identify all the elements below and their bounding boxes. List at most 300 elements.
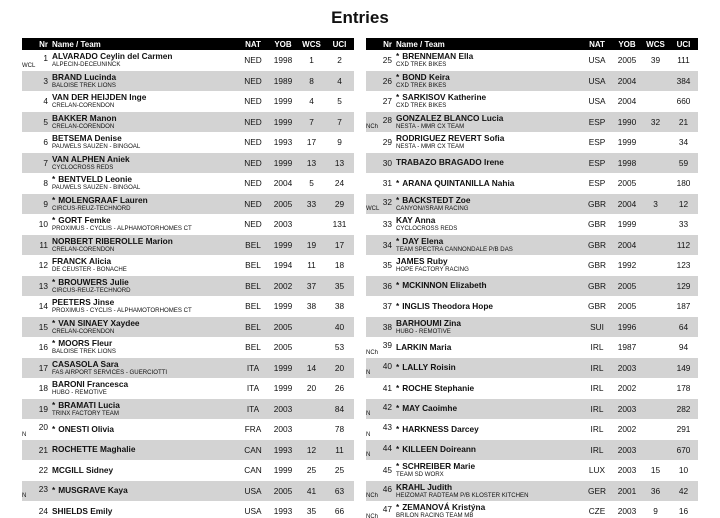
rider-uci: 131: [332, 219, 347, 230]
rider-name-line: [396, 237, 580, 246]
rider-name-cell: [50, 235, 238, 256]
table-row: [22, 173, 354, 194]
rider-nat: IRL: [590, 424, 604, 435]
rider-wcs: [642, 132, 669, 153]
table-row: [22, 235, 354, 256]
rider-yob: 2003: [617, 403, 637, 414]
rider-number: 6: [43, 137, 48, 148]
rider-name-cell: [50, 501, 238, 518]
rider-nat: BEL: [245, 239, 261, 250]
entries-table-right: [366, 38, 698, 518]
rider-nat: USA: [588, 96, 606, 107]
table-row: [366, 276, 698, 297]
u23-star-icon: *: [396, 362, 400, 373]
rider-name-line: [52, 401, 236, 410]
rider-number-cell: [22, 276, 50, 297]
rider-number-cell: [366, 194, 394, 215]
rider-name: PEETERS Jinse: [52, 297, 115, 308]
rider-number: 17: [38, 362, 48, 373]
rider-number-cell: [22, 50, 50, 71]
rider-name-cell: [50, 296, 238, 317]
rider-name-line: [52, 466, 236, 475]
rider-wcs: [642, 296, 669, 317]
rider-number: 3: [43, 75, 48, 86]
rider-name: KRAHL Judith: [396, 481, 453, 492]
rider-number-cell: [22, 440, 50, 461]
rider-number-cell: [366, 440, 394, 461]
table-row: [366, 460, 698, 481]
rider-name-line: [52, 196, 236, 205]
rider-name-line: [396, 93, 580, 102]
rider-team: PROXIMUS - CYCLIS - ALPHAMOTORHOMES CT: [52, 225, 192, 233]
table-row: [366, 419, 698, 440]
rider-yob: 1999: [273, 465, 293, 476]
rider-number-cell: [22, 378, 50, 399]
rider-team: BALOISE TREK LIONS: [52, 81, 116, 89]
rider-wcs: 3: [653, 198, 658, 209]
rider-uci: 64: [678, 321, 689, 332]
header-nat: NAT: [589, 39, 605, 49]
table-row: [22, 440, 354, 461]
u23-star-icon: *: [52, 423, 56, 434]
rider-number: 19: [38, 403, 48, 414]
rider-uci: 42: [678, 485, 689, 496]
table-header: [22, 38, 354, 50]
rider-number: 37: [382, 301, 392, 312]
rider-category: WCL: [22, 62, 36, 69]
rider-category: NCh: [366, 349, 379, 356]
rider-name-cell: [394, 276, 582, 297]
rider-number: 18: [38, 383, 48, 394]
rider-name: SHIELDS Emily: [52, 505, 113, 516]
rider-yob: 2003: [617, 362, 637, 373]
rider-number-cell: [366, 91, 394, 112]
u23-star-icon: *: [396, 403, 400, 414]
rider-uci: 13: [334, 157, 345, 168]
rider-name-line: [396, 73, 580, 82]
table-row: [366, 235, 698, 256]
u23-star-icon: *: [396, 502, 400, 513]
u23-star-icon: *: [52, 174, 56, 185]
rider-number-cell: [22, 153, 50, 174]
rider-team: CYCLOCROSS REDS: [396, 225, 458, 233]
rider-name-cell: [50, 255, 238, 276]
rider-name-line: [396, 319, 580, 328]
rider-yob: 2004: [617, 239, 637, 250]
u23-star-icon: *: [396, 177, 400, 188]
rider-number-cell: [366, 460, 394, 481]
rider-name: LARKIN Maria: [396, 341, 452, 352]
rider-team: CXD TREK BIKES: [396, 61, 447, 69]
rider-uci: 12: [678, 198, 689, 209]
rider-number: 7: [43, 157, 48, 168]
rider-wcs: 11: [307, 260, 316, 271]
rider-uci: 384: [676, 75, 691, 86]
rider-wcs: 17: [306, 137, 317, 148]
rider-number: 20: [38, 422, 48, 432]
rider-nat: NED: [244, 137, 262, 148]
rider-name: VAN DER HEIJDEN Inge: [52, 92, 147, 103]
table-row: [22, 317, 354, 338]
rider-name-cell: [394, 132, 582, 153]
rider-name: BRAMATI Lucia: [58, 399, 120, 410]
rider-number-cell: [22, 337, 50, 358]
rider-name-line: [396, 343, 580, 352]
rider-number-cell: [22, 419, 50, 440]
rider-uci: 25: [334, 465, 345, 476]
rider-yob: 1999: [273, 239, 293, 250]
table-row: [22, 337, 354, 358]
u23-star-icon: *: [52, 215, 56, 226]
rider-team: PROXIMUS - CYCLIS - ALPHAMOTORHOMES CT: [52, 307, 192, 315]
rider-uci: 4: [337, 75, 342, 86]
rider-uci: 33: [678, 219, 689, 230]
rider-category: NCh: [366, 513, 379, 518]
rider-nat: USA: [244, 506, 262, 517]
rider-yob: 2003: [617, 506, 637, 517]
rider-number: 32: [382, 196, 392, 207]
rider-number: 44: [382, 442, 392, 453]
rider-uci: 29: [334, 198, 345, 209]
rider-nat: GER: [588, 485, 606, 496]
rider-wcs: [642, 378, 669, 399]
rider-number-cell: [22, 112, 50, 133]
rider-number: 36: [382, 280, 392, 291]
rider-name-line: [52, 360, 236, 369]
rider-name-line: [396, 462, 580, 471]
rider-uci: 59: [678, 157, 689, 168]
rider-team: CXD TREK BIKES: [396, 102, 447, 110]
rider-yob: 1999: [273, 301, 293, 312]
rider-wcs: [642, 358, 669, 379]
rider-category: NCh: [366, 493, 379, 499]
rider-name: ARANA QUINTANILLA Nahia: [402, 177, 515, 188]
rider-uci: 180: [676, 178, 691, 189]
table-row: [366, 378, 698, 399]
rider-team: FAS AIRPORT SERVICES - GUERCIOTTI: [52, 368, 168, 376]
rider-nat: GBR: [588, 301, 606, 312]
rider-number-cell: [366, 358, 394, 379]
rider-yob: 1993: [273, 137, 293, 148]
rider-nat: ESP: [588, 137, 606, 148]
rider-number: 14: [38, 301, 48, 312]
entries-body-left: [22, 50, 354, 518]
rider-team: PAUWELS SAUZEN - BINGOAL: [52, 143, 141, 151]
rider-uci: 2: [337, 55, 342, 66]
table-row: [22, 501, 354, 518]
rider-number: 42: [382, 401, 392, 412]
rider-wcs: [642, 317, 669, 338]
rider-name-line: [396, 257, 580, 266]
rider-name: BENTVELD Leonie: [58, 174, 132, 185]
rider-yob: 2003: [617, 444, 637, 455]
rider-name: MUSGRAVE Kaya: [58, 485, 128, 496]
rider-name-cell: [50, 317, 238, 338]
rider-nat: BEL: [245, 321, 261, 332]
rider-name: NORBERT RIBEROLLE Marion: [52, 235, 173, 246]
rider-number-cell: [366, 317, 394, 338]
header-name-team: Name / Team: [396, 39, 445, 49]
rider-category: WCL: [366, 206, 380, 212]
rider-name: ROCHETTE Maghalie: [52, 444, 136, 455]
rider-number: 4: [43, 96, 48, 107]
header-name-team: Name / Team: [52, 39, 101, 49]
rider-name-line: [52, 339, 236, 348]
table-row: [366, 399, 698, 420]
rider-name: BRENNEMAN Ella: [402, 51, 474, 62]
rider-uci: 21: [678, 116, 689, 127]
rider-nat: ESP: [588, 178, 606, 189]
rider-uci: 282: [676, 403, 691, 414]
rider-nat: NED: [244, 178, 262, 189]
rider-wcs: [642, 235, 669, 256]
rider-nat: FRA: [244, 424, 262, 435]
rider-number: 30: [382, 157, 392, 168]
table-row: [22, 112, 354, 133]
rider-team: HEIZOMAT RADTEAM P/B KLOSTER KITCHEN: [396, 491, 529, 499]
rider-team: HUBO - REMOTIVE: [396, 327, 451, 335]
rider-team: HUBO - REMOTIVE: [52, 389, 107, 397]
rider-uci: 670: [676, 444, 691, 455]
rider-wcs: 12: [306, 444, 317, 455]
page-title: Entries: [331, 8, 389, 27]
rider-team: CRELAN-CORENDON: [52, 122, 115, 130]
rider-number-cell: [366, 50, 394, 71]
rider-name-cell: [50, 378, 238, 399]
rider-nat: BEL: [245, 342, 261, 353]
rider-yob: 1999: [617, 137, 637, 148]
rider-number: 35: [382, 260, 392, 271]
rider-number: 38: [382, 321, 392, 332]
rider-name-cell: [50, 153, 238, 174]
rider-name: INGLIS Theodora Hope: [402, 300, 494, 311]
rider-uci: 187: [676, 301, 691, 312]
rider-name-line: [396, 52, 580, 61]
rider-nat: GBR: [588, 260, 606, 271]
rider-name: KILLEEN Doireann: [402, 444, 476, 455]
rider-wcs: [642, 153, 669, 174]
rider-number: 10: [38, 219, 48, 230]
rider-wcs: 32: [650, 116, 661, 127]
rider-team: TRINX FACTORY TEAM: [52, 409, 119, 417]
rider-yob: 2005: [617, 178, 637, 189]
rider-name: BARONI Francesca: [52, 379, 129, 390]
rider-name-line: [52, 278, 236, 287]
rider-name-line: [52, 134, 236, 143]
rider-number-cell: [366, 153, 394, 174]
rider-number-cell: [22, 214, 50, 235]
rider-wcs: [642, 91, 669, 112]
rider-yob: 2005: [273, 321, 293, 332]
header-yob: YOB: [618, 39, 636, 49]
rider-wcs: 37: [306, 280, 317, 291]
table-row: [366, 440, 698, 461]
rider-wcs: [298, 214, 325, 235]
rider-name-line: [52, 175, 236, 184]
rider-name-line: [52, 257, 236, 266]
rider-yob: 2005: [617, 280, 637, 291]
rider-nat: USA: [588, 75, 606, 86]
rider-uci: 63: [334, 485, 345, 496]
rider-name: BAKKER Manon: [52, 112, 117, 123]
rider-number: 13: [38, 280, 48, 291]
rider-name-cell: [50, 276, 238, 297]
rider-uci: 9: [337, 137, 342, 148]
rider-number-cell: [22, 296, 50, 317]
rider-name: MCGILL Sidney: [52, 464, 114, 475]
table-row: [366, 501, 698, 518]
rider-name-cell: [50, 91, 238, 112]
rider-number: 23: [38, 483, 48, 494]
rider-name-line: [52, 114, 236, 123]
rider-nat: BEL: [245, 280, 261, 291]
table-row: [366, 358, 698, 379]
rider-name-line: [52, 298, 236, 307]
rider-name: DAY Elena: [402, 235, 444, 246]
rider-team: BRILON RACING TEAM MB: [396, 512, 474, 518]
rider-name-cell: [394, 235, 582, 256]
rider-name-line: [52, 155, 236, 164]
rider-name-cell: [394, 214, 582, 235]
rider-name-line: [396, 425, 580, 434]
rider-name-cell: [50, 112, 238, 133]
rider-name-cell: [50, 173, 238, 194]
rider-name: JAMES Ruby: [396, 256, 448, 267]
rider-number: 22: [38, 465, 48, 476]
rider-name-line: [52, 93, 236, 102]
rider-nat: CZE: [588, 506, 606, 517]
rider-number-cell: [366, 337, 394, 358]
rider-yob: 2005: [273, 198, 293, 209]
rider-wcs: 35: [306, 506, 317, 517]
table-row: [366, 50, 698, 71]
rider-number-cell: [366, 255, 394, 276]
rider-number: 39: [382, 340, 392, 350]
rider-wcs: [298, 419, 325, 440]
rider-yob: 1998: [273, 55, 293, 66]
rider-nat: BEL: [245, 301, 261, 312]
rider-wcs: 14: [306, 362, 317, 373]
entries-body-right: [366, 50, 698, 518]
entries-table-left: [22, 38, 354, 518]
rider-uci: 66: [334, 506, 345, 517]
rider-uci: 7: [337, 116, 342, 127]
rider-name-line: [52, 507, 236, 516]
rider-number: 8: [43, 178, 48, 189]
rider-wcs: 8: [309, 75, 314, 86]
rider-name-line: [52, 319, 236, 328]
rider-name: ALVARADO Ceylin del Carmen: [52, 51, 173, 62]
rider-nat: ITA: [246, 403, 260, 414]
rider-number: 12: [38, 260, 48, 271]
rider-team: CIRCUS-REUZ-TECHNORD: [52, 204, 131, 212]
rider-team: CANYON//SRAM RACING: [396, 204, 469, 212]
rider-name-cell: [394, 378, 582, 399]
rider-uci: 35: [334, 280, 345, 291]
rider-uci: 38: [334, 301, 345, 312]
rider-uci: 149: [676, 362, 691, 373]
rider-number: 31: [382, 178, 392, 189]
rider-uci: 111: [677, 55, 690, 66]
rider-number: 40: [382, 360, 392, 371]
rider-name: BARHOUMI Zina: [396, 317, 461, 328]
u23-star-icon: *: [396, 71, 400, 82]
rider-number: 33: [382, 219, 392, 230]
rider-name-line: [396, 445, 580, 454]
rider-team: HOPE FACTORY RACING: [396, 266, 469, 274]
rider-number: 28: [382, 114, 392, 125]
rider-team: CRELAN-CORENDON: [52, 327, 115, 335]
rider-yob: 2003: [273, 403, 293, 414]
rider-yob: 1999: [273, 116, 293, 127]
rider-number-cell: [22, 501, 50, 518]
rider-category: NCh: [366, 124, 379, 130]
rider-number-cell: [366, 378, 394, 399]
rider-team: DE CEUSTER - BONACHE: [52, 266, 127, 274]
rider-number: 11: [39, 239, 48, 250]
rider-name-cell: [50, 214, 238, 235]
rider-name: SARKISOV Katherine: [402, 92, 487, 103]
rider-uci: 10: [678, 465, 689, 476]
rider-name-cell: [394, 194, 582, 215]
table-row: [22, 214, 354, 235]
rider-name-cell: [394, 91, 582, 112]
rider-yob: 2001: [617, 485, 637, 496]
rider-name: SCHREIBER Marie: [402, 461, 476, 472]
u23-star-icon: *: [396, 92, 400, 103]
rider-wcs: [642, 255, 669, 276]
rider-nat: NED: [244, 157, 262, 168]
rider-name-cell: [50, 460, 238, 481]
rider-nat: CAN: [244, 444, 262, 455]
rider-nat: GBR: [588, 198, 606, 209]
rider-yob: 2004: [617, 96, 637, 107]
rider-name: ONESTI Olivia: [58, 423, 115, 434]
rider-name-cell: [50, 132, 238, 153]
rider-wcs: 33: [306, 198, 317, 209]
rider-number-cell: [22, 71, 50, 92]
rider-name: HARKNESS Darcey: [402, 423, 479, 434]
table-row: [366, 91, 698, 112]
rider-nat: GBR: [588, 219, 606, 230]
rider-number-cell: [22, 399, 50, 420]
table-row: [22, 358, 354, 379]
rider-team: ALPECIN-DECEUNINCK: [52, 61, 121, 69]
rider-nat: IRL: [590, 342, 604, 353]
rider-name: RODRIGUEZ REVERT Sofia: [396, 133, 505, 144]
rider-number: 29: [382, 137, 392, 148]
rider-wcs: [642, 337, 669, 358]
table-row: [22, 194, 354, 215]
table-row: [22, 50, 354, 71]
rider-yob: 2005: [617, 301, 637, 312]
rider-wcs: 15: [650, 465, 661, 476]
table-row: [22, 460, 354, 481]
rider-wcs: 38: [306, 301, 317, 312]
rider-category: N: [366, 452, 371, 458]
rider-uci: 26: [334, 383, 345, 394]
rider-name-cell: [50, 194, 238, 215]
rider-name-cell: [50, 440, 238, 461]
rider-name: FRANCK Alicia: [52, 256, 112, 267]
rider-wcs: 39: [650, 55, 661, 66]
rider-name: CASASOLA Sara: [52, 358, 119, 369]
rider-name: BOND Keira: [402, 71, 450, 82]
header-uci: UCI: [676, 39, 691, 49]
rider-yob: 1999: [273, 157, 293, 168]
rider-team: CXD TREK BIKES: [396, 81, 447, 89]
rider-name-cell: [50, 399, 238, 420]
